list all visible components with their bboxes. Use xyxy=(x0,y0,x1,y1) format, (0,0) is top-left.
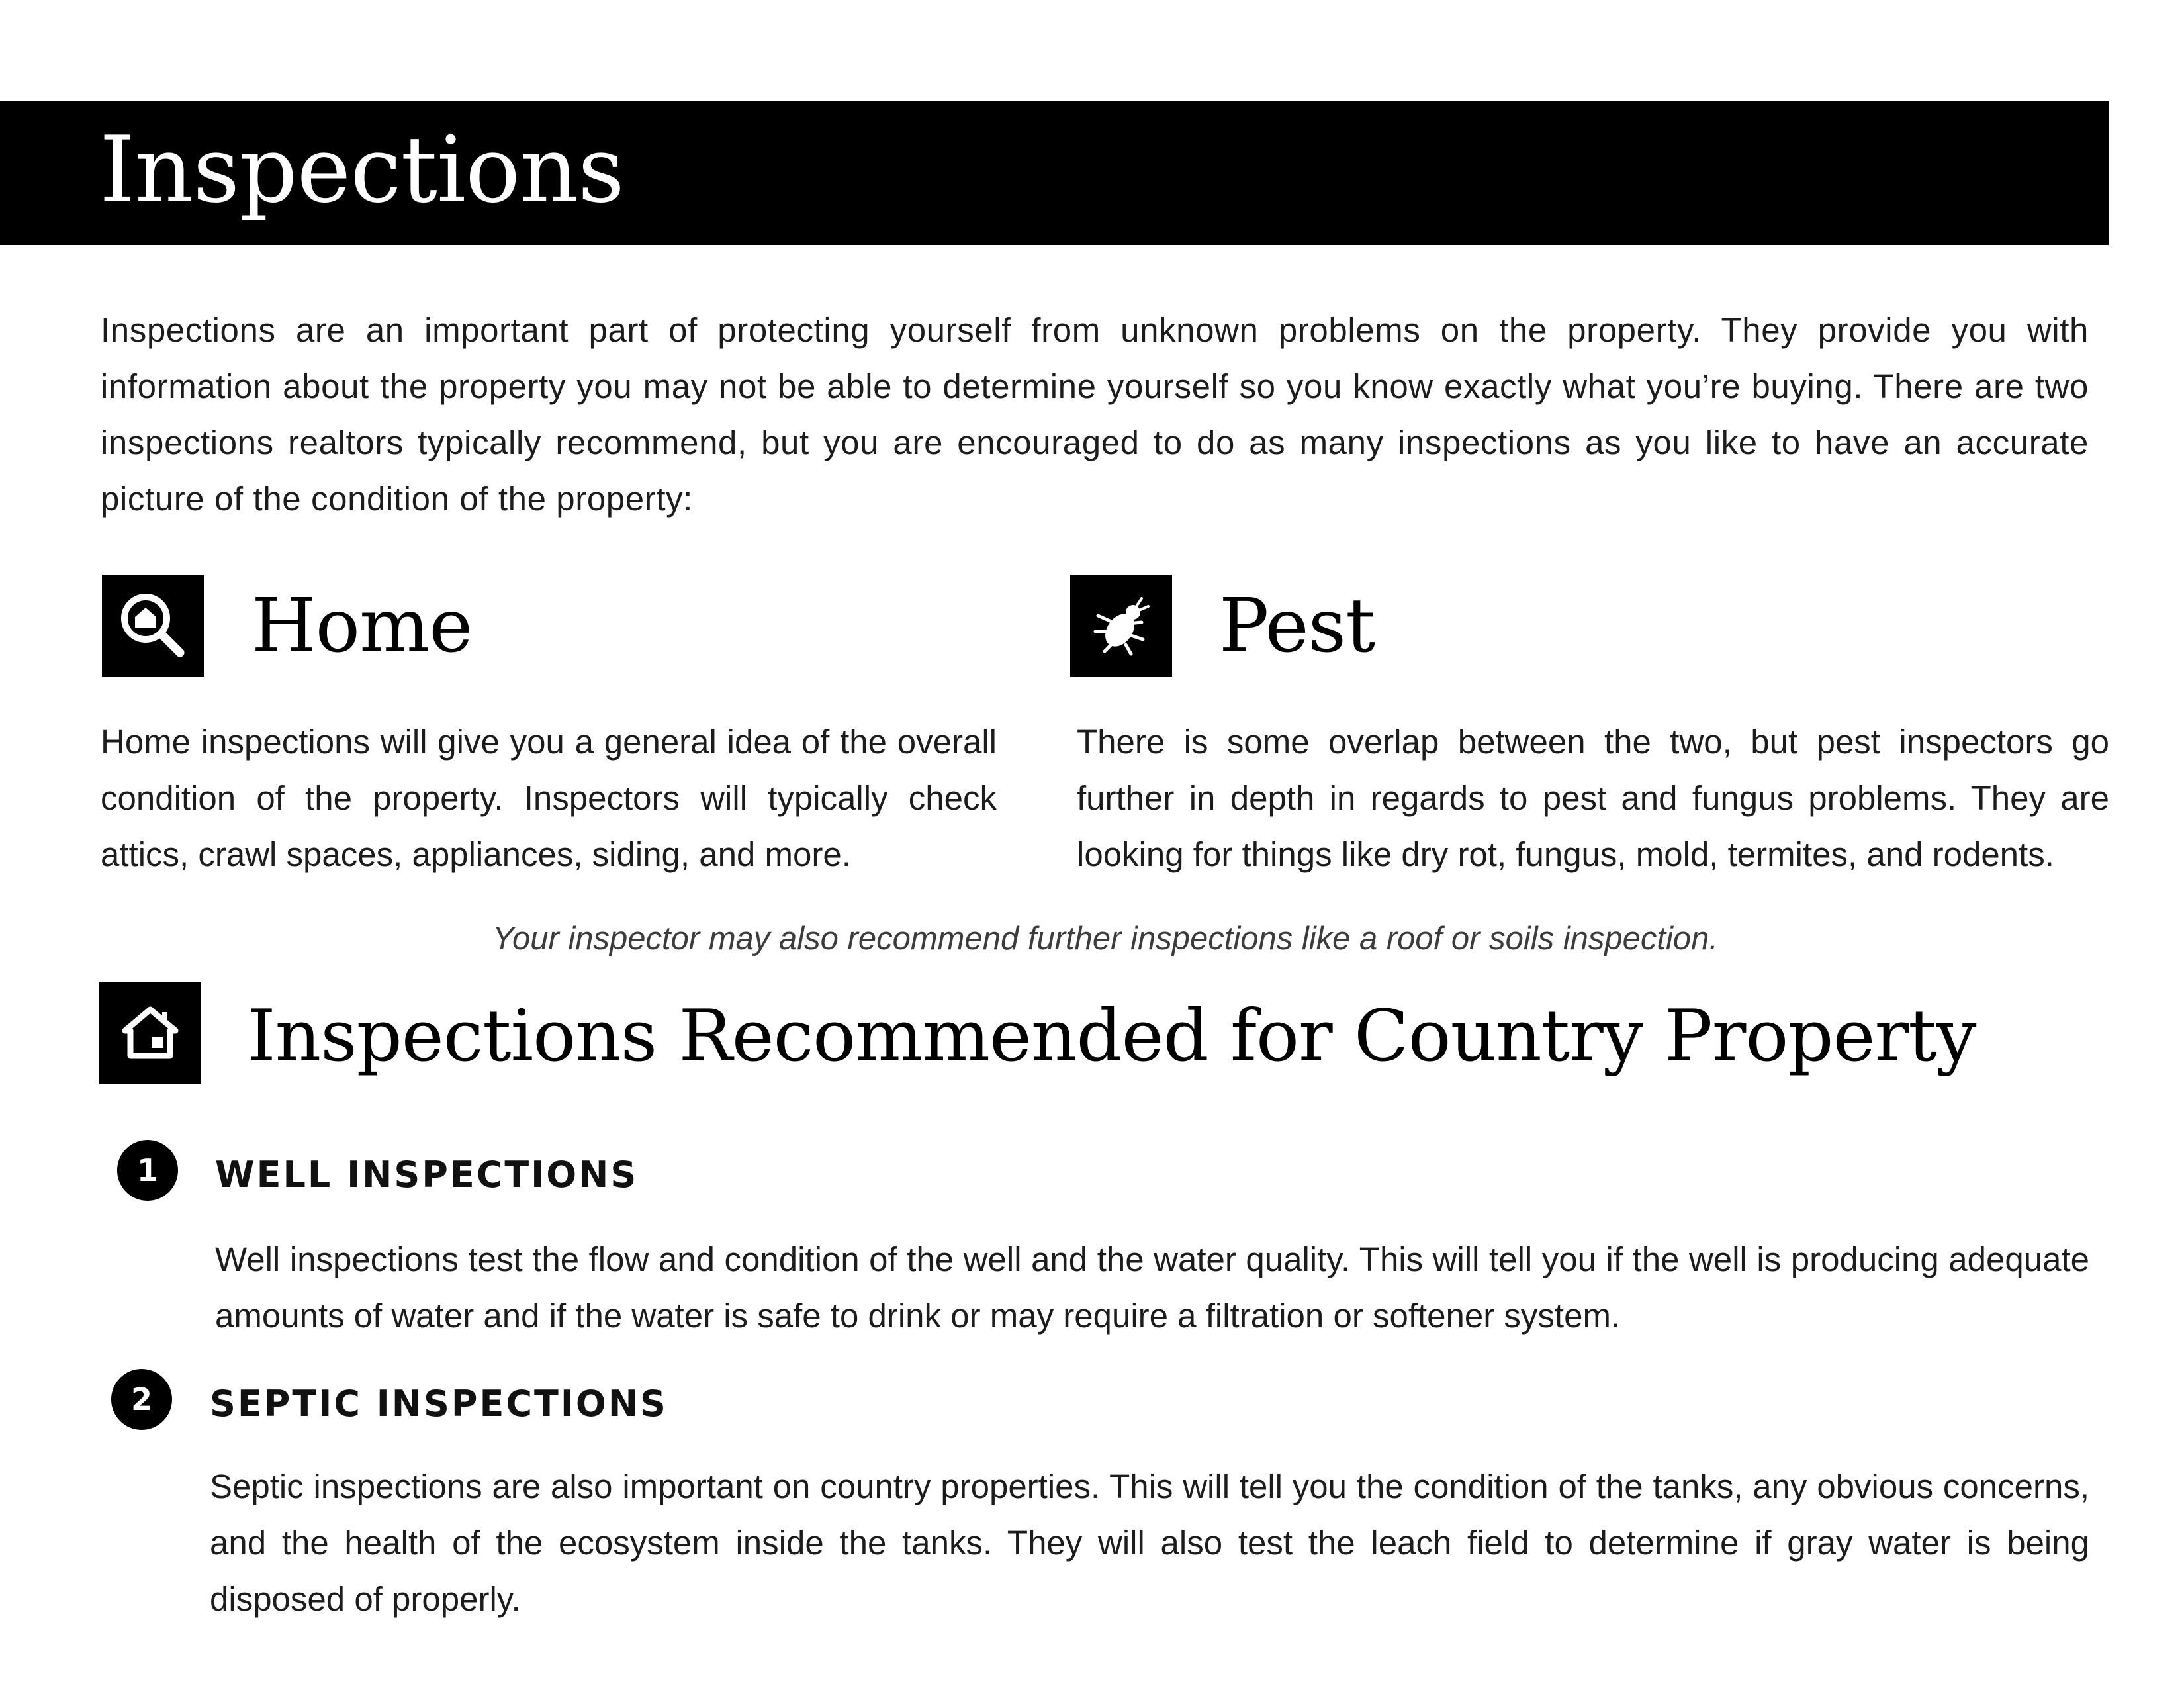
well-inspections-heading: WELL INSPECTIONS xyxy=(215,1154,639,1196)
number-badge-1: 1 xyxy=(117,1140,178,1201)
septic-inspections-paragraph: Septic inspections are also important on country properties. This will tell you the condition of the tanks, any obvious concerns, and the health of the ecosystem inside the tanks. They will also test the leach field to determine if gray water is being disposed of properly. xyxy=(210,1468,2089,1618)
pest-paragraph: There is some overlap between the two, but pest inspectors go further in depth in regards to pest and fungus problems. They are looking for things like dry rot, fungus, mold, termites, and rodents. xyxy=(1077,723,2109,873)
magnifier-house-icon xyxy=(116,589,189,662)
septic-inspections-heading: SEPTIC INSPECTIONS xyxy=(210,1383,668,1425)
pest-section-icon-box xyxy=(1070,575,1172,677)
country-section-title: Inspections Recommended for Country Property xyxy=(248,995,1976,1078)
country-section-icon-box xyxy=(99,982,201,1084)
home-title: Home xyxy=(251,583,473,669)
well-inspections-paragraph: Well inspections test the flow and condition of the well and the water quality. This will tell you if the well is producing adequate amounts of water and if the water is safe to drink or may require a filtration or softener system. xyxy=(215,1241,2089,1335)
home-paragraph: Home inspections will give you a general idea of the overall condition of the property. Inspectors will typically check attics, crawl spaces, appliances, siding, and more. xyxy=(101,723,997,873)
page-title: Inspections xyxy=(99,117,624,223)
number-badge-2: 2 xyxy=(111,1369,172,1430)
house-icon xyxy=(117,1000,183,1066)
pest-title: Pest xyxy=(1219,583,1375,669)
intro-paragraph: Inspections are an important part of protecting yourself from unknown problems on the property. They provide you with information about the property you may not be able to determine yourself so you know exactly what you’re buying. There are two inspections realtors typically recommend, but you are encouraged to do as many inspections as you like to have an accurate picture of the condition of the property: xyxy=(101,311,2089,518)
further-inspections-note: Your inspector may also recommend further inspections like a roof or soils inspection. xyxy=(492,921,1718,957)
bug-icon xyxy=(1085,589,1158,662)
home-section-icon-box xyxy=(102,575,204,677)
